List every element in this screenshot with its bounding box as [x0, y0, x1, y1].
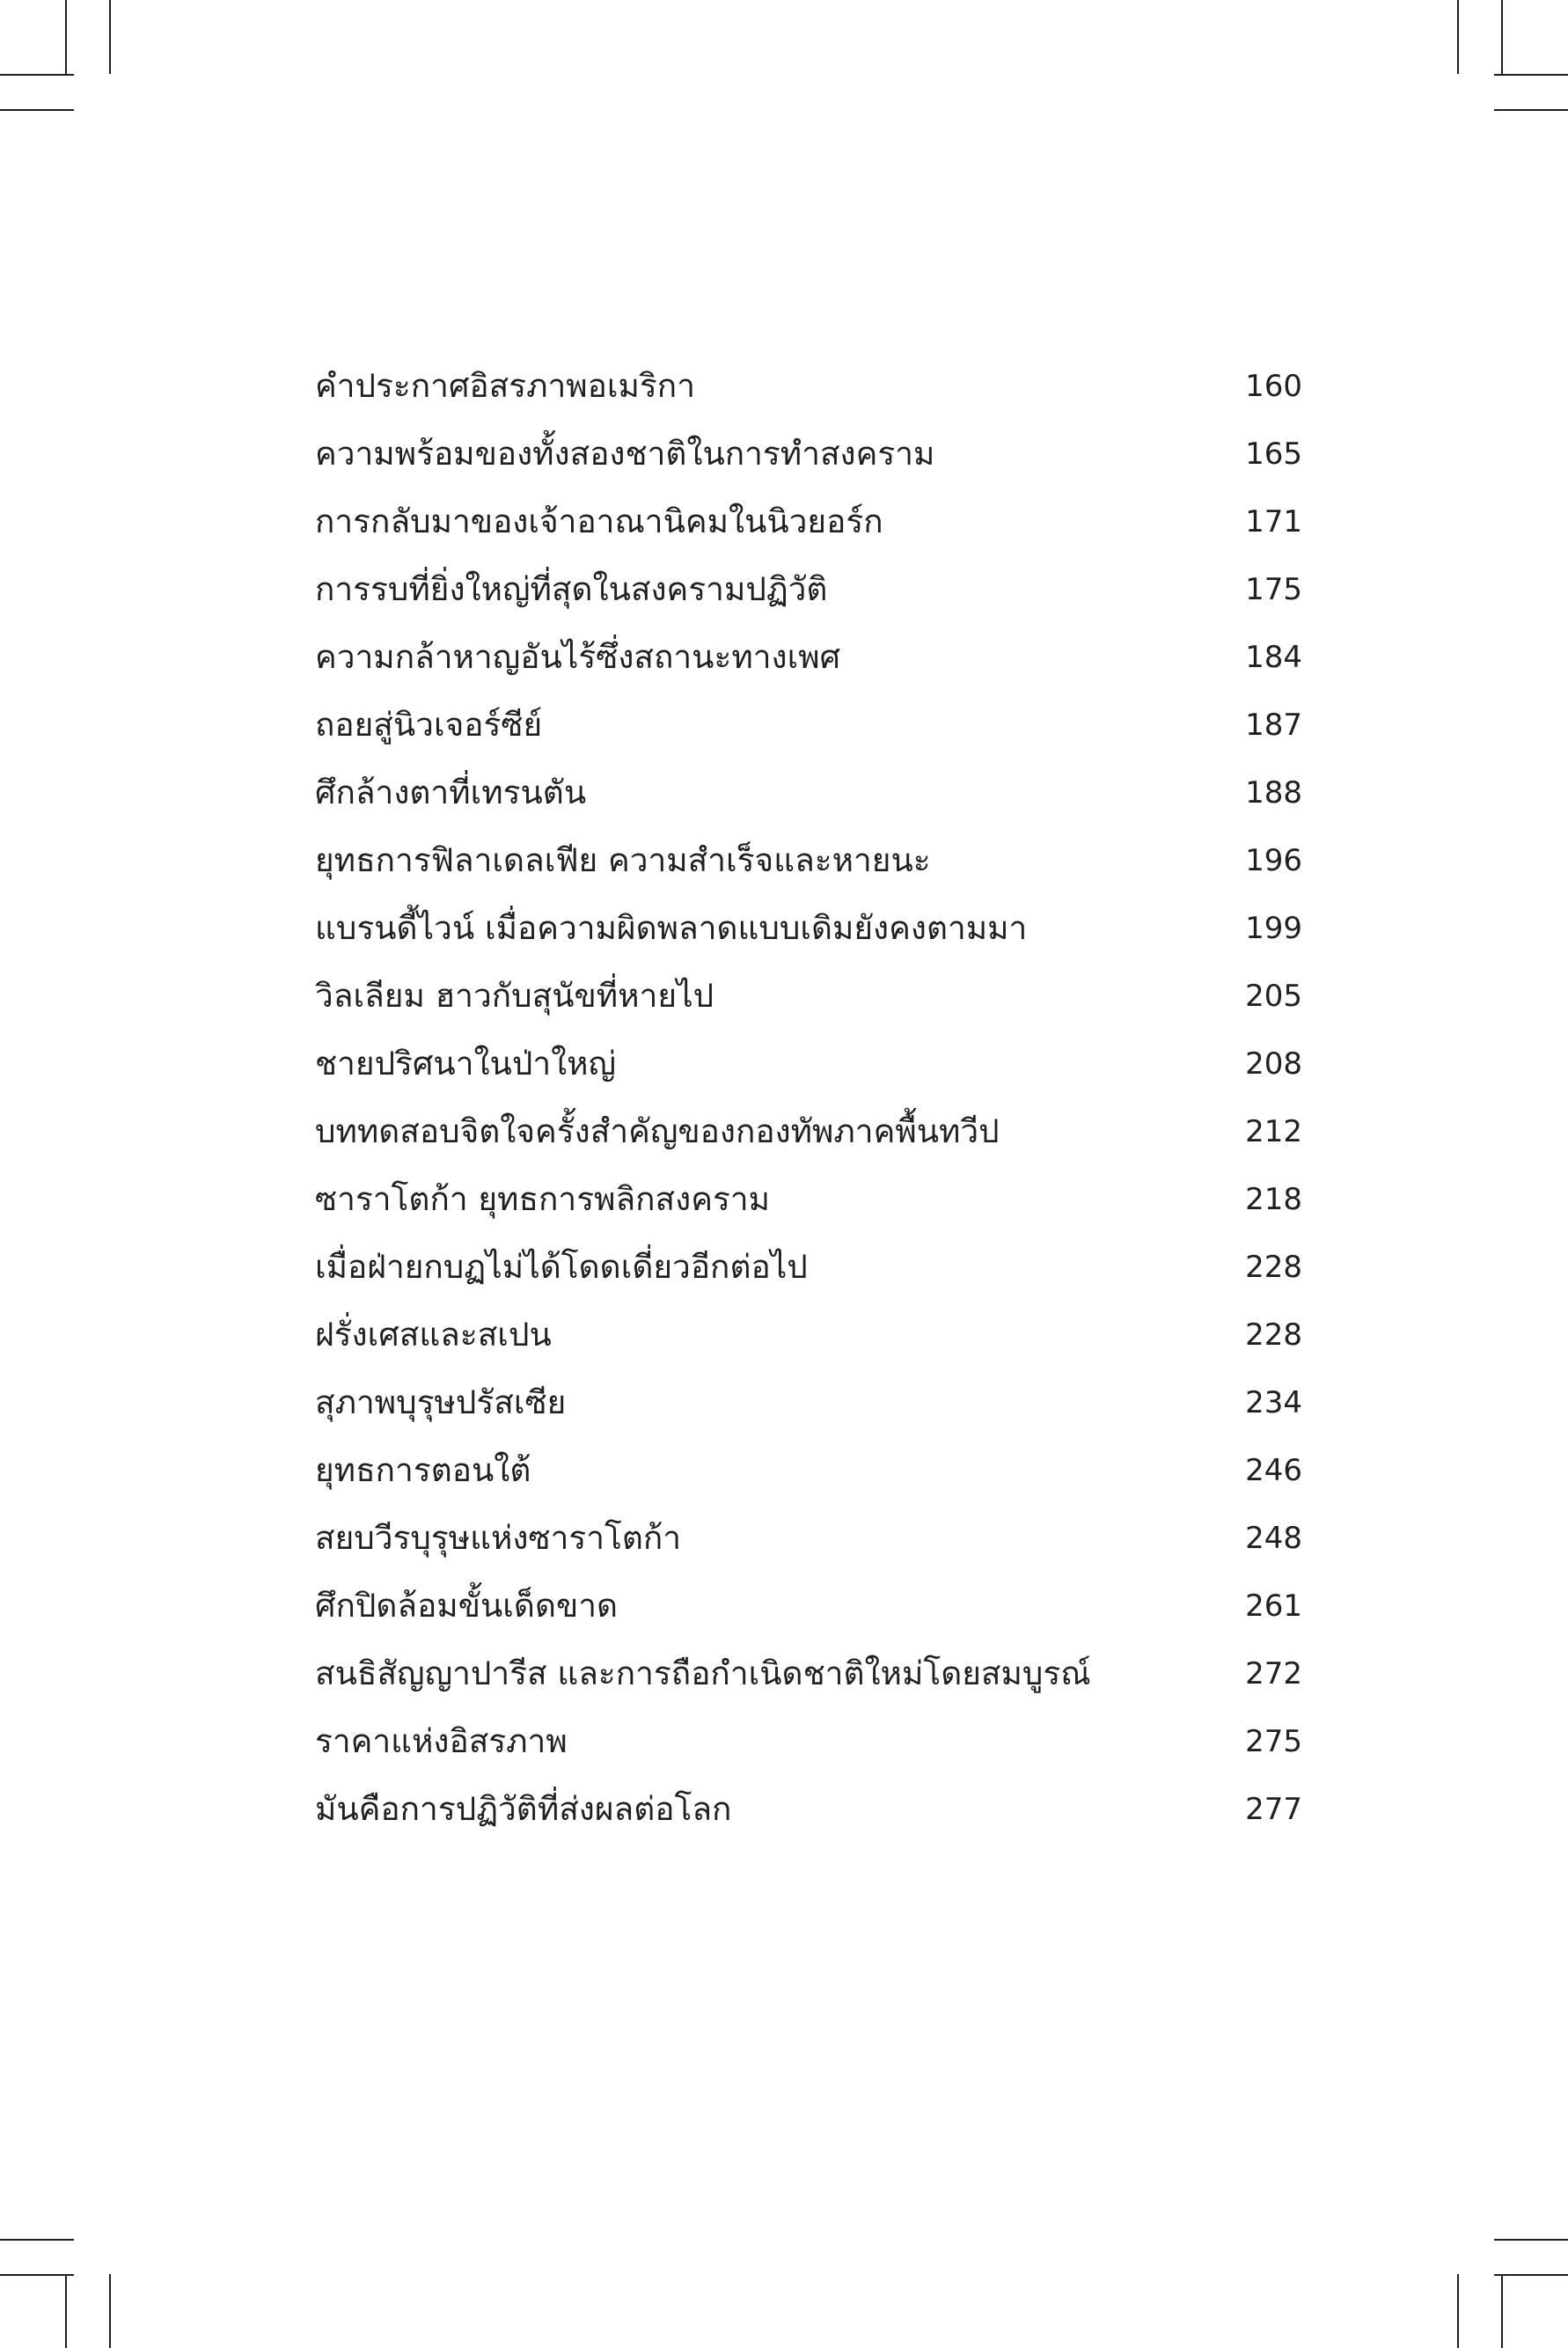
- toc-page-number: 246: [1245, 1452, 1302, 1488]
- crop-mark-bottom-left-outer: [65, 2274, 67, 2348]
- toc-title: การกลับมาของเจ้าอาณานิคมในนิวยอร์ก: [315, 503, 883, 540]
- toc-title: แบรนดี้ไวน์ เมื่อความผิดพลาดแบบเดิมยังคงตามมา: [315, 909, 1028, 947]
- toc-page-number: 212: [1245, 1113, 1302, 1149]
- toc-title: ความพร้อมของทั้งสองชาติในการทําสงคราม: [315, 435, 935, 473]
- toc-entry: [315, 555, 1302, 623]
- toc-entry: [315, 1301, 1302, 1368]
- toc-page-number: 218: [1245, 1181, 1302, 1217]
- crop-mark-top-left-upper: [0, 74, 74, 76]
- toc-title: ยุทธการตอนใต้: [315, 1451, 531, 1489]
- toc-title: สุภาพบุรุษปรัสเซีย: [315, 1383, 567, 1421]
- toc-title: วิลเลียม ฮาวกับสุนัขที่หายไป: [315, 977, 714, 1015]
- crop-mark-top-right-lower: [1494, 109, 1568, 111]
- toc-page-number: 228: [1245, 1317, 1302, 1353]
- table-of-contents: [315, 352, 1302, 1843]
- toc-entry: [315, 352, 1302, 420]
- toc-page-number: 275: [1245, 1723, 1302, 1759]
- toc-title: เมื่อฝ่ายกบฏไม่ได้โดดเดี่ยวอีกต่อไป: [315, 1248, 808, 1286]
- crop-mark-top-left-inner: [109, 0, 111, 74]
- toc-page-number: 188: [1245, 774, 1302, 811]
- toc-entry: [315, 1097, 1302, 1165]
- crop-mark-bottom-left-lower: [0, 2274, 74, 2276]
- toc-page-number: 160: [1245, 368, 1302, 404]
- toc-entry: [315, 1572, 1302, 1640]
- toc-page-number: 248: [1245, 1520, 1302, 1556]
- toc-title: บททดสอบจิตใจครั้งสําคัญของกองทัพภาคพื้นทวีป: [315, 1112, 1000, 1150]
- toc-page-number: 171: [1245, 503, 1302, 539]
- toc-title: สยบวีรบุรุษแห่งซาราโตก้า: [315, 1519, 682, 1557]
- crop-mark-bottom-left-inner: [109, 2274, 111, 2348]
- toc-page-number: 165: [1245, 436, 1302, 472]
- toc-title: ฝรั่งเศสและสเปน: [315, 1316, 552, 1354]
- toc-page-number: 175: [1245, 571, 1302, 607]
- toc-page-number: 205: [1245, 978, 1302, 1014]
- crop-mark-bottom-left-upper: [0, 2239, 74, 2241]
- toc-page-number: 272: [1245, 1655, 1302, 1691]
- toc-entry: [315, 826, 1302, 894]
- toc-title: ชายปริศนาในป่าใหญ่: [315, 1045, 617, 1082]
- toc-entry: [315, 962, 1302, 1030]
- toc-entry: [315, 623, 1302, 691]
- toc-entry: [315, 1368, 1302, 1436]
- toc-page-number: 187: [1245, 707, 1302, 743]
- toc-entry: [315, 1030, 1302, 1097]
- toc-page-number: 234: [1245, 1384, 1302, 1420]
- toc-page-number: 196: [1245, 842, 1302, 878]
- toc-title: ถอยสู่นิวเจอร์ซีย์: [315, 706, 543, 744]
- toc-title: ราคาแห่งอิสรภาพ: [315, 1722, 568, 1760]
- toc-entry: [315, 1640, 1302, 1707]
- crop-mark-top-left-lower: [0, 109, 74, 111]
- crop-mark-bottom-right-upper: [1494, 2239, 1568, 2241]
- toc-page-number: 184: [1245, 639, 1302, 675]
- crop-mark-top-right-outer: [1501, 0, 1503, 74]
- toc-title: มันคือการปฏิวัติที่ส่งผลต่อโลก: [315, 1790, 732, 1828]
- toc-title: ศึกล้างตาที่เทรนตัน: [315, 774, 587, 811]
- toc-title: ยุทธการฟิลาเดลเฟีย ความสําเร็จและหายนะ: [315, 841, 931, 879]
- toc-entry: [315, 488, 1302, 555]
- crop-mark-bottom-right-inner: [1457, 2274, 1459, 2348]
- toc-entry: [315, 1233, 1302, 1301]
- toc-entry: [315, 1436, 1302, 1504]
- toc-title: ซาราโตก้า ยุทธการพลิกสงคราม: [315, 1180, 770, 1218]
- toc-entry: [315, 420, 1302, 488]
- toc-entry: [315, 1775, 1302, 1843]
- toc-page-number: 261: [1245, 1588, 1302, 1624]
- crop-mark-bottom-right-lower: [1494, 2274, 1568, 2276]
- toc-title: การรบที่ยิ่งใหญ่ที่สุดในสงครามปฏิวัติ: [315, 570, 828, 608]
- toc-page-number: 208: [1245, 1046, 1302, 1082]
- crop-mark-top-left-outer: [65, 0, 67, 74]
- toc-entry: [315, 691, 1302, 759]
- toc-entry: [315, 1707, 1302, 1775]
- toc-page-number: 199: [1245, 910, 1302, 946]
- toc-entry: [315, 759, 1302, 826]
- toc-page-number: 277: [1245, 1791, 1302, 1827]
- crop-mark-bottom-right-outer: [1501, 2274, 1503, 2348]
- toc-entry: [315, 894, 1302, 962]
- crop-mark-top-right-inner: [1457, 0, 1459, 74]
- toc-title: ความกล้าหาญอันไร้ซึ่งสถานะทางเพศ: [315, 638, 841, 676]
- toc-page-number: 228: [1245, 1249, 1302, 1285]
- toc-title: สนธิสัญญาปารีส และการถือกําเนิดชาติใหม่โดยสมบูรณ์: [315, 1655, 1091, 1692]
- toc-entry: [315, 1165, 1302, 1233]
- toc-entry: [315, 1504, 1302, 1572]
- crop-mark-top-right-upper: [1494, 74, 1568, 76]
- toc-title: ศึกปิดล้อมขั้นเด็ดขาด: [315, 1587, 619, 1625]
- toc-title: คําประกาศอิสรภาพอเมริกา: [315, 367, 695, 405]
